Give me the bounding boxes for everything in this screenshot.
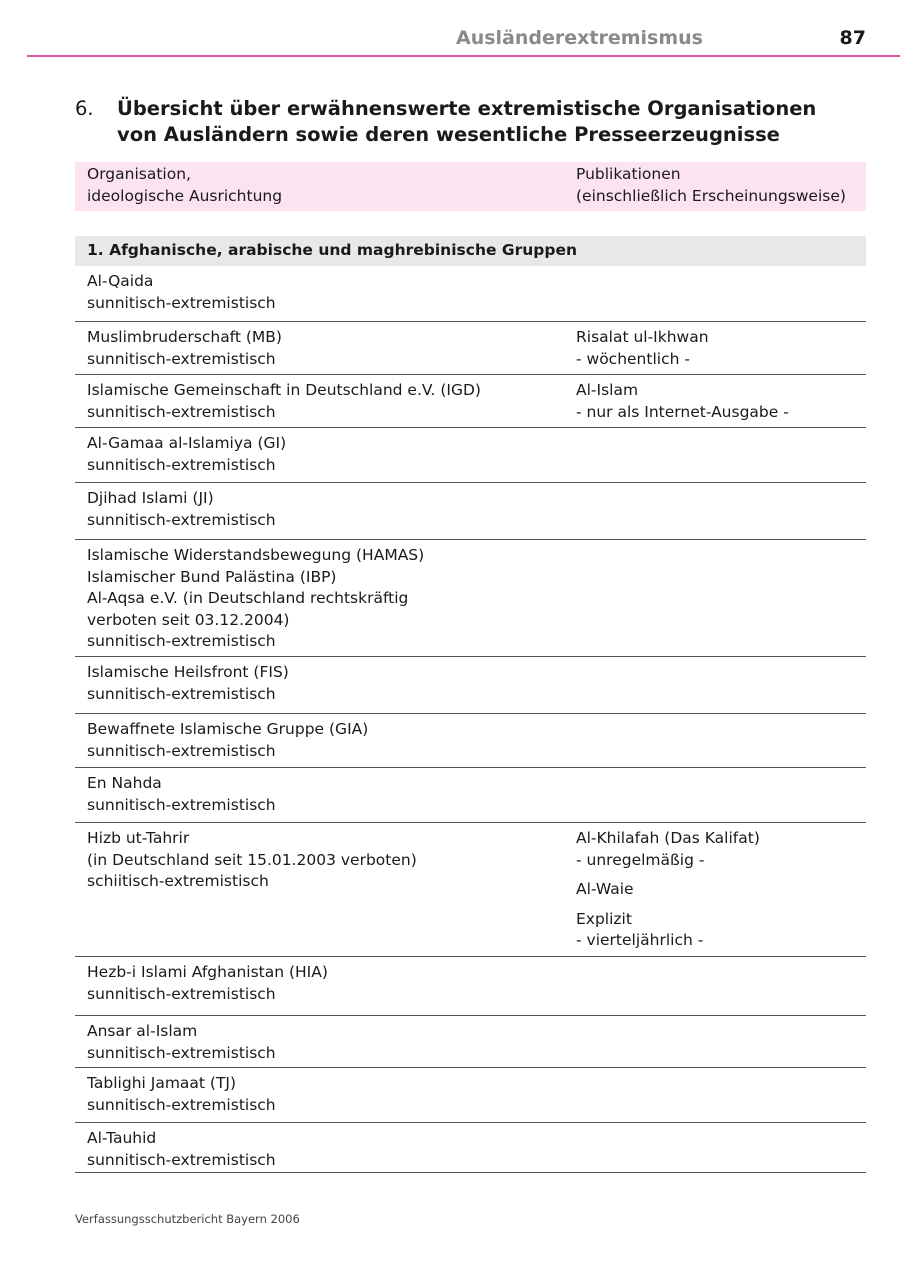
column-header-line: ideologische Ausrichtung — [87, 186, 283, 205]
organisation-line: sunnitisch-extremistisch — [87, 1043, 276, 1062]
table-row — [75, 768, 866, 823]
organisation-cell — [87, 327, 567, 370]
organisation-cell — [87, 828, 567, 893]
organisation-line: sunnitisch-extremistisch — [87, 741, 276, 760]
column-header — [75, 162, 866, 211]
publication-line: Risalat ul-Ikhwan — [576, 328, 709, 346]
organisation-cell — [87, 1021, 567, 1064]
organisation-line: sunnitisch-extremistisch — [87, 1150, 276, 1169]
organisation-line: sunnitisch-extremistisch — [87, 402, 276, 421]
organisation-line: sunnitisch-extremistisch — [87, 510, 276, 529]
table-row — [75, 375, 866, 428]
header-rule — [27, 55, 900, 57]
organisation-line: sunnitisch-extremistisch — [87, 1095, 276, 1114]
organisation-line: Islamische Heilsfront (FIS) — [87, 663, 289, 681]
column-header-organisation — [87, 164, 282, 207]
group-header — [75, 236, 866, 266]
organisation-line: Hezb-i Islami Afghanistan (HIA) — [87, 963, 328, 981]
page-footer: Verfassungsschutzbericht Bayern 2006 — [75, 1212, 300, 1226]
publication-entry — [576, 879, 866, 901]
organisation-line: Hizb ut-Tahrir — [87, 829, 190, 847]
organisation-line: Al-Aqsa e.V. (in Deutschland rechtskräftig — [87, 589, 409, 607]
publication-line: - nur als Internet-Ausgabe - — [576, 402, 789, 421]
section-title-line: Übersicht über erwähnenswerte extremistische Organisationen — [117, 97, 817, 120]
organisation-cell — [87, 1128, 567, 1171]
organisation-line: (in Deutschland seit 15.01.2003 verboten) — [87, 850, 417, 869]
organisation-cell — [87, 962, 567, 1005]
table-row — [75, 266, 866, 322]
organisation-cell — [87, 545, 567, 653]
publication-line: Al-Khilafah (Das Kalifat) — [576, 829, 760, 847]
publications-cell — [576, 327, 866, 378]
table-row — [75, 823, 866, 957]
publication-entry — [576, 380, 866, 423]
column-header-line: Organisation, — [87, 165, 191, 183]
organisation-cell — [87, 1073, 567, 1116]
table-row — [75, 428, 866, 483]
section-number: 6. — [75, 97, 94, 120]
table-row — [75, 1123, 866, 1173]
publication-line: - unregelmäßig - — [576, 850, 705, 869]
table-row — [75, 714, 866, 768]
organisation-line: Al-Tauhid — [87, 1129, 157, 1147]
organisation-line: En Nahda — [87, 774, 162, 792]
publication-line: Al-Waie — [576, 880, 634, 898]
publication-entry — [576, 327, 866, 370]
organisation-line: sunnitisch-extremistisch — [87, 684, 276, 703]
page-header — [0, 0, 900, 57]
publication-line: Explizit — [576, 909, 632, 928]
organisation-cell — [87, 433, 567, 476]
section-title — [117, 96, 857, 148]
publication-line: Al-Islam — [576, 381, 639, 399]
organisation-cell — [87, 271, 567, 314]
organisation-cell — [87, 380, 567, 423]
organisation-line: Ansar al-Islam — [87, 1022, 198, 1040]
running-title: Ausländerextremismus — [456, 27, 703, 49]
table-row — [75, 322, 866, 375]
publication-line: - vierteljährlich - — [576, 931, 704, 949]
organisation-line: sunnitisch-extremistisch — [87, 455, 276, 474]
column-header-line: Publikationen — [576, 165, 681, 183]
publication-entry — [576, 909, 866, 952]
organisation-line: Tablighi Jamaat (TJ) — [87, 1074, 237, 1092]
table-row — [75, 657, 866, 714]
organisation-line: sunnitisch-extremistisch — [87, 293, 276, 312]
organisation-line: sunnitisch-extremistisch — [87, 632, 276, 650]
organisation-cell — [87, 488, 567, 531]
publication-line: - wöchentlich - — [576, 349, 690, 368]
table-row — [75, 957, 866, 1016]
publications-cell — [576, 380, 866, 431]
organisation-line: Islamischer Bund Palästina (IBP) — [87, 567, 337, 586]
organisation-line: sunnitisch-extremistisch — [87, 984, 276, 1003]
organisation-line: Islamische Widerstandsbewegung (HAMAS) — [87, 546, 425, 564]
group-title: 1. Afghanische, arabische und maghrebinische Gruppen — [87, 241, 578, 259]
organisation-line: schiitisch-extremistisch — [87, 872, 269, 890]
publications-cell — [576, 828, 866, 960]
organisation-cell — [87, 719, 567, 762]
organisation-cell — [87, 662, 567, 705]
organisation-line: sunnitisch-extremistisch — [87, 349, 276, 368]
organisation-line: Al-Gamaa al-Islamiya (GI) — [87, 434, 287, 452]
column-header-publications — [576, 164, 846, 207]
table-row — [75, 483, 866, 540]
section-title-line: von Ausländern sowie deren wesentliche Presseerzeugnisse — [117, 123, 780, 146]
organisation-line: verboten seit 03.12.2004) — [87, 610, 290, 629]
column-header-line: (einschließlich Erscheinungsweise) — [576, 186, 846, 205]
organisation-line: Djihad Islami (JI) — [87, 489, 214, 507]
table-row — [75, 1016, 866, 1068]
publication-entry — [576, 828, 866, 871]
organisation-cell — [87, 773, 567, 816]
page-number: 87 — [839, 27, 866, 49]
organisation-line: Al-Qaida — [87, 272, 154, 290]
table-row — [75, 540, 866, 657]
organisation-line: Muslimbruderschaft (MB) — [87, 328, 282, 346]
organisation-line: Bewaffnete Islamische Gruppe (GIA) — [87, 720, 369, 738]
table-row — [75, 1068, 866, 1123]
organisation-line: sunnitisch-extremistisch — [87, 795, 276, 814]
organisation-line: Islamische Gemeinschaft in Deutschland e.V. (IGD) — [87, 381, 481, 399]
